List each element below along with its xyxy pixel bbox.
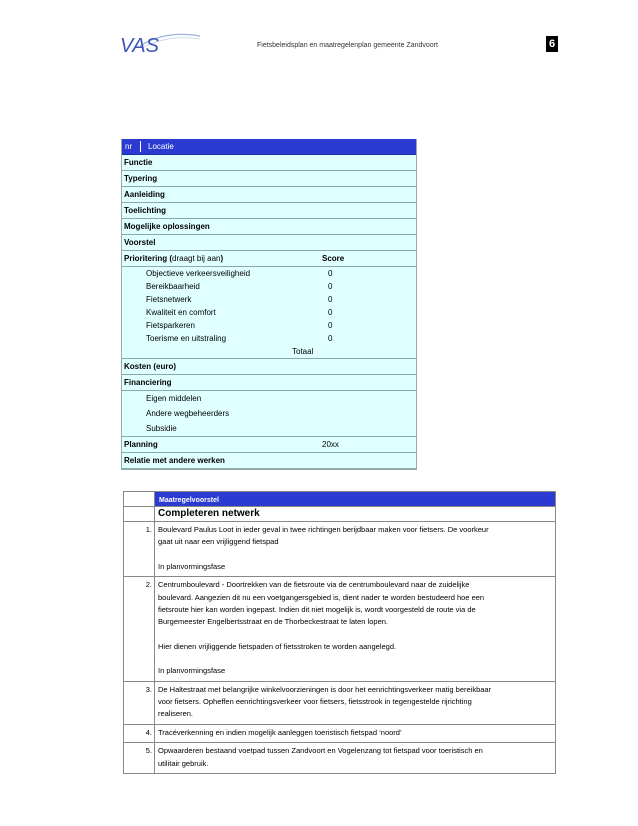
description-line: Opwaarderen bestaand voetpad tussen Zandvoort en Vogelenzang tot fietspad voor toeristisch en	[158, 746, 483, 756]
field-label: Toelichting	[124, 206, 167, 215]
form-header-row	[122, 139, 416, 155]
measure-description	[155, 743, 555, 773]
field-label: Voorstel	[124, 238, 156, 247]
vas-logo	[120, 30, 200, 58]
blank-line	[158, 653, 551, 665]
measure-description	[155, 682, 555, 724]
criterion-score: 0	[328, 334, 333, 343]
measure-number-text: 4.	[145, 727, 152, 737]
criterion-label: Fietsnetwerk	[146, 295, 192, 304]
criterion-score: 0	[328, 321, 333, 330]
field-label: Aanleiding	[124, 190, 165, 199]
criterion-row	[122, 280, 416, 293]
description-line: Hier dienen vrijliggende fietspaden of fietsstroken te worden aangelegd.	[158, 641, 397, 651]
criterion-row	[122, 306, 416, 319]
measure-number-text: 5.	[145, 746, 152, 756]
form-row-typering	[122, 171, 416, 187]
relation-label: Relatie met andere werken	[124, 456, 225, 465]
section-title: Completeren netwerk	[158, 508, 260, 519]
priority-label-note: draagt bij aan	[172, 254, 221, 263]
description-line: Boulevard Paulus Loot in ieder geval in twee richtingen berijdbaar maken voor fietsers. De voorkeur	[158, 525, 489, 534]
measure-description	[155, 577, 555, 680]
planning-label: Planning	[124, 440, 158, 449]
description-line: In planvormingsfase	[158, 561, 226, 571]
measure-rows	[124, 522, 555, 773]
number-column-header	[124, 492, 155, 506]
measure-number	[124, 577, 155, 680]
blank-line	[158, 629, 551, 641]
measure-row	[124, 522, 555, 577]
header-divider	[140, 141, 141, 152]
financing-row	[122, 391, 416, 406]
measure-description	[155, 522, 555, 576]
financing-source: Subsidie	[146, 424, 177, 433]
planning-value: 20xx	[322, 440, 339, 449]
field-label: Typering	[124, 174, 158, 183]
criterion-score: 0	[328, 308, 333, 317]
measure-number-text: 2.	[145, 580, 152, 590]
form-row-toelichting	[122, 203, 416, 219]
description-line: Centrumboulevard - Doortrekken van de fietsroute via de centrumboulevard naar de zuidelijke	[158, 580, 470, 590]
description-line: In planvormingsfase	[158, 666, 226, 676]
priority-label	[124, 251, 223, 266]
total-label: Totaal	[292, 347, 314, 356]
nr-header: nr	[125, 142, 133, 151]
measure-description	[155, 725, 555, 742]
page-header	[0, 0, 638, 60]
form-row-planning	[122, 437, 416, 453]
criterion-row	[122, 332, 416, 345]
criterion-row	[122, 293, 416, 306]
measure-row	[124, 743, 555, 773]
description-line: voor fietsers. Opheffen eenrichtingsverkeer voor fietsers, fietsstrook in tegengestelde rijrichting	[158, 697, 472, 707]
form-row-functie	[122, 155, 416, 171]
financing-label: Financiering	[124, 378, 172, 387]
form-row-financiering	[122, 375, 416, 391]
financing-row	[122, 421, 416, 437]
description-line: utilitair gebruik.	[158, 758, 209, 768]
measure-number-text: 3.	[145, 684, 152, 694]
location-form-table	[121, 139, 417, 470]
measure-number-text: 1.	[145, 525, 152, 534]
measure-row	[124, 725, 555, 743]
section-row	[124, 507, 555, 522]
criterion-score: 0	[328, 269, 333, 278]
field-label: Mogelijke oplossingen	[124, 222, 210, 231]
form-row-oplossingen	[122, 219, 416, 235]
location-header: Locatie	[148, 142, 174, 151]
criterion-row	[122, 319, 416, 332]
measure-row	[124, 682, 555, 725]
criterion-label: Bereikbaarheid	[146, 282, 200, 291]
measures-table	[123, 491, 556, 774]
form-row-voorstel	[122, 235, 416, 251]
measure-number	[124, 522, 155, 576]
criterion-row	[122, 267, 416, 280]
criterion-score: 0	[328, 282, 333, 291]
form-row-relatie	[122, 453, 416, 469]
form-row-kosten	[122, 359, 416, 375]
financing-row	[122, 406, 416, 421]
description-line: gaat uit naar een vrijliggend fietspad	[158, 537, 279, 547]
criterion-label: Objectieve verkeersveiligheid	[146, 269, 251, 278]
costs-label: Kosten (euro)	[124, 362, 176, 371]
measure-row	[124, 577, 555, 681]
document-title: Fietsbeleidsplan en maatregelenplan gemeente Zandvoort	[257, 42, 438, 49]
criterion-label: Toerisme en uitstraling	[146, 334, 227, 343]
financing-source: Eigen middelen	[146, 394, 202, 403]
blank-line	[158, 549, 551, 561]
description-line: boulevard. Aangezien dit nu een voetgangersgebied is, dient nader te worden bestudeerd hoe een	[158, 592, 485, 602]
measure-number	[124, 682, 155, 724]
measure-number	[124, 725, 155, 742]
description-line: Burgemeester Engelbertsstraat en de Thorbeckestraat te laten lopen.	[158, 617, 388, 627]
number-cell	[124, 507, 155, 521]
measures-header-row	[124, 492, 555, 507]
criterion-label: Fietsparkeren	[146, 321, 195, 330]
description-line: fietsroute hier kan worden ingepast. Indien dit niet mogelijk is, wordt voorgesteld de route via de	[158, 605, 476, 615]
description-line: De Haltestraat met belangrijke winkelvoorzieningen is door het eenrichtingsverkeer matig bereikbaar	[158, 684, 492, 694]
measures-header: Maatregelvoorstel	[155, 492, 555, 506]
criterion-label: Kwaliteit en comfort	[146, 308, 216, 317]
measure-number	[124, 743, 155, 773]
field-label: Functie	[124, 158, 153, 167]
total-row	[122, 345, 416, 359]
score-header: Score	[322, 254, 345, 263]
priority-label-part: )	[220, 254, 224, 263]
form-row-aanleiding	[122, 187, 416, 203]
form-row-prioritering	[122, 251, 416, 267]
financing-source: Andere wegbeheerders	[146, 409, 230, 418]
description-line: realiseren.	[158, 709, 194, 719]
svg-text:VAS: VAS	[120, 35, 159, 57]
page-number: 6	[546, 36, 558, 52]
criterion-score: 0	[328, 295, 333, 304]
description-line: Tracéverkenning en indien mogelijk aanleggen toeristisch fietspad ‘noord’	[158, 727, 402, 737]
priority-label-part: Prioritering (	[124, 254, 173, 263]
